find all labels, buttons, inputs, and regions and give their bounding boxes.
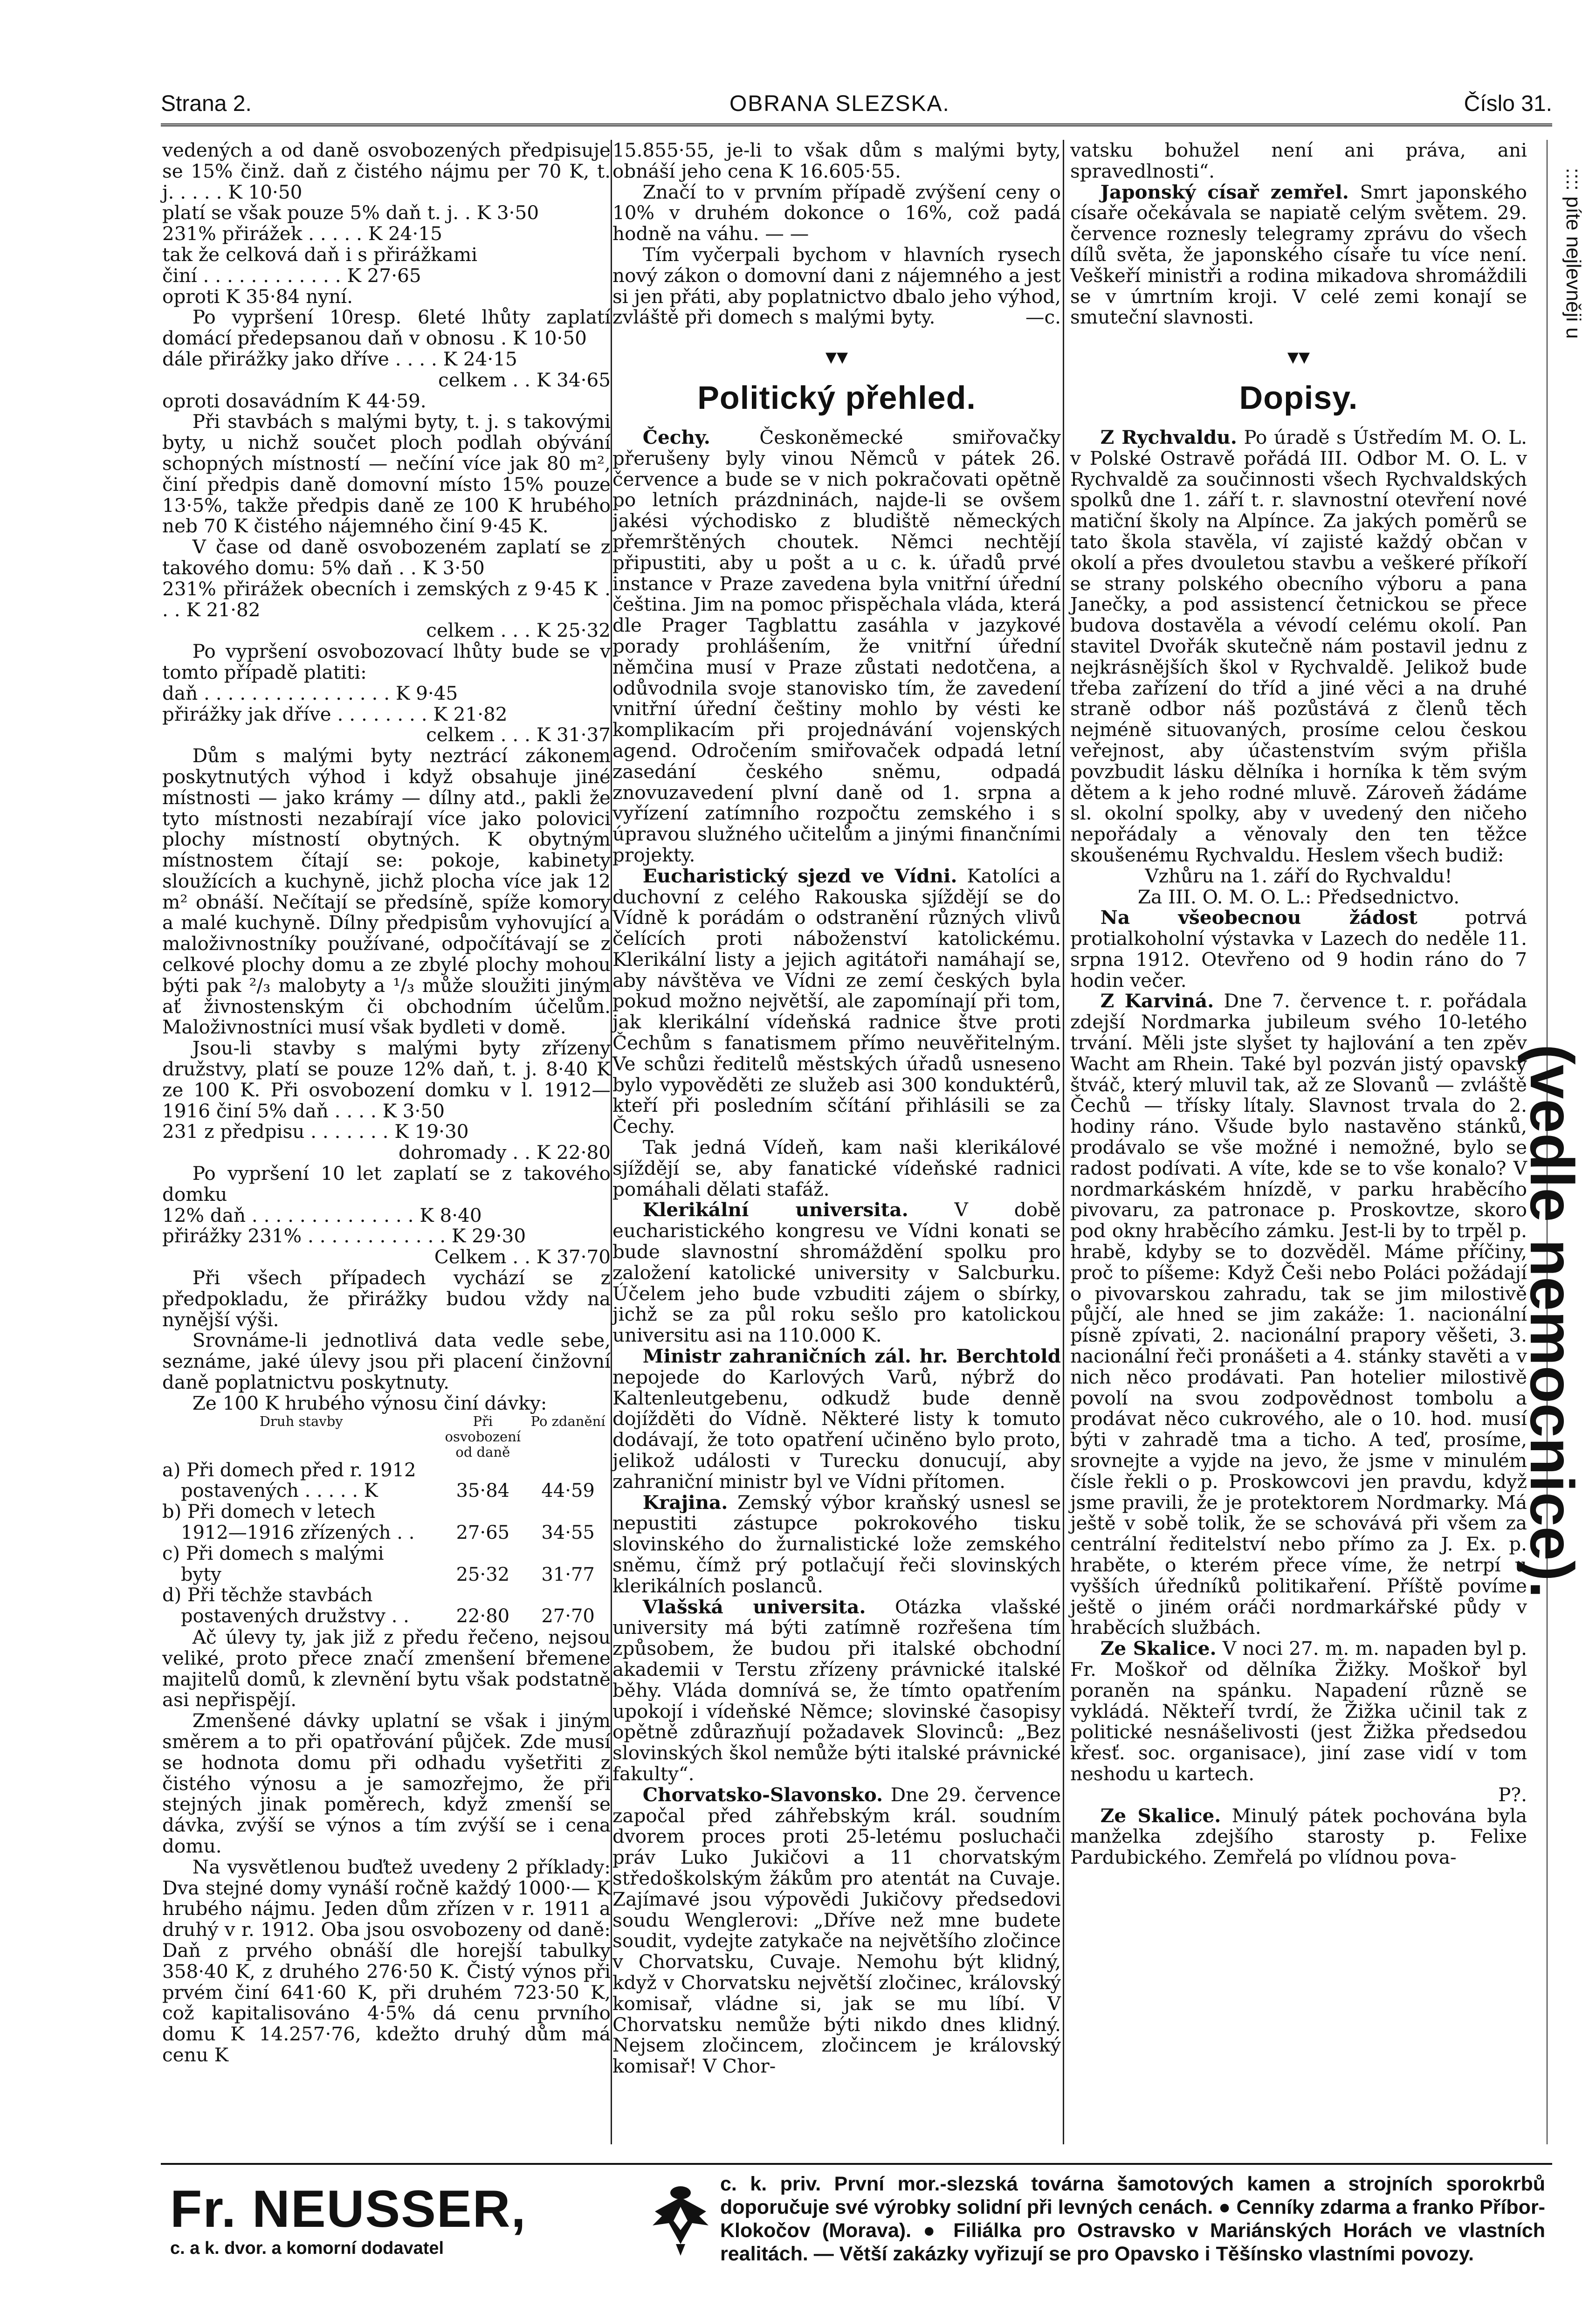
line: činí . . . . . . . . . . . . K 27·65 — [162, 264, 421, 287]
paragraph: Zmenšené dávky uplatní se však i jiným směrem a to při opatřování půjček. Zde musí se hodnota domu při odhadu vyšetřiti z čistého výnosu a je samozřejmo, že při stejných jinak poměrech, když zmenší se dávka, zvýší se výnos a tím zvýší se i cena domu. — [162, 1709, 611, 1857]
table-cell: 31·77 — [541, 1563, 595, 1585]
margin-ad-text: :::: píte nejlevněji u — [1562, 168, 1585, 339]
column-divider — [1063, 140, 1064, 2144]
margin-ad-large — [1518, 1044, 1589, 1598]
column-3 — [1070, 140, 1527, 1868]
line: 231% přirážek obecních i zemských z 9·45 K . . . K 21·82 — [162, 577, 611, 621]
table-cell: b) Při domech v letech — [162, 1501, 376, 1523]
tax-table — [162, 1414, 611, 1627]
issue-number: Číslo 31. — [1464, 91, 1552, 116]
paragraph: Jsou-li stavby s malými byty zřízeny družstvy, platí se pouze 12% daň, t. j. 8·40 K ze 100 K. Při osvobození domku v l. 1912—1916 činí 5% daň . . . . K 3·50 — [162, 1037, 611, 1122]
line: oproti dosavádním K 44·59. — [162, 389, 427, 412]
table-row — [162, 1460, 611, 1481]
paragraph: Srovnáme-li jednotlivá data vedle sebe, seznáme, jaké úlevy jsou při placení činžovní daně poplatnictvu poskytnuty. — [162, 1329, 611, 1394]
paragraph: Při stavbách s malými byty, t. j. s takovými byty, u nichž součet ploch podlah obývání schopných místností — nečíní více jak 80 m², činí předpis daně domovní místo 15% pouze 13·5%, takže předpis daně ze 100 K hrubého neb 70 K čistého nájemného činí 9·45 K. — [162, 410, 611, 537]
line: daň . . . . . . . . . . . . . . . . K 9·45 — [162, 682, 458, 704]
table-cell: d) Při těchže stavbách — [162, 1584, 373, 1606]
table-cell: 35·84 — [456, 1480, 510, 1502]
page-number: Strana 2. — [161, 91, 252, 116]
paragraph: vedených a od daně osvobozených předpisuje se 15% činž. daň z čistého nájmu per 70 K, t. j. . . . . K 10·50 — [162, 139, 611, 203]
slogan: Vzhůru na 1. září do Rychvaldu! — [1145, 864, 1452, 887]
article: Čechy. Českoněmecké smiřovačky přerušeny byly vinou Němců v pátek 26. července a bude se v nich pokračovati opětně po letních prázdninách, najde-li se ovšem jakési východisko z bludiště německých přemrštěných choutek. Němci nechtějí připustiti, aby u pošt a u c. k. úřadů prvé instance v Praze zavedena byla vnitřní úřední čeština. Jim na pomoc přispěchala vláda, která dle Prager Tagblattu zasáhla v jazykové porady prohlášením, že vnitřní úřední němčina musí v Praze zůstati nedotčena, a odůvodnila svoje stanovisko tím, že zavedení vnitřní úřední češtiny mohlo by vésti ke komplikacím při projednávání vojenských agend. Odročením smiřovaček odpadá letní zasedání českého sněmu, odpadá znovuzavedení plvní daně od 1. srpna a vyřízení zatímního rozpočtu zemského i s úpravou služného učitelům a jinými finančními projekty. — [612, 426, 1061, 866]
article: Z Rychvaldu. Po úradě s Ústředím M. O. L. v Polské Ostravě pořádá III. Odbor M. O. L. v Rychvaldě za součinnosti všech Rychvaldských spolků dne 1. září t. r. slavnostní otevření nové matiční školy na Alpínce. Za jakých poměrů se tato škola stavěla, ví zajisté každý občan v okolí a přes dvouletou stavbu a veškeré příkoří se strany polského obecního výboru a pana Janečky, a pod assistencí četnickou se přece budova dostavěla a vévodí celému okolí. Pan stavitel Dvořák skutečně nám postavil jednu z nejkrásnějších škol v Rychvaldě. Jelikož bude třeba zařízení do tříd a jiné věci a na druhé straně odbor náš pozůstává z členů těch nejméně situovaných, prosíme celou českou veřejnost, aby účastenstvím svým přišla povzbudit lásku dělníka i horníka k těm svým dětem a k jeho rodné mluvě. Zároveň žádáme sl. okolní spolky, aby v uvedený den ničeho nepořádaly a věnovaly den ten těžce skoušenému Rychvaldu. Heslem všech budiž: — [1070, 426, 1527, 866]
newspaper-title: OBRANA SLEZSKA. — [729, 91, 950, 116]
article: Ze Skalice. V noci 27. m. m. napaden byl p. Fr. Moškoř od dělníka Žižky. Moškoř byl poraněn na spánku. Napadení různě se vykládá. Někteří tvrdí, že Žižka učinil tak z politické nesnášelivosti (jest Žižka předsedou křesť. soc. organisace), jiní zase vidí v tom neshodu u kartech. — [1070, 1637, 1527, 1785]
table-row — [162, 1481, 611, 1501]
table-cell: a) Při domech před r. 1912 — [162, 1459, 416, 1481]
table-header-cell: Po zdanění — [530, 1413, 605, 1429]
article: Klerikální universita. V době eucharistického kongresu ve Vídni konati se bude slavnostní shromáždění spolku pro založení katolické university v Salcburku. Účelem jeho bude vzbuditi zájem o sbírky, jichž se za půl roku sešlo pro katolickou universitu asi na 110.000 K. — [612, 1198, 1061, 1347]
section-heading: Dopisy. — [1239, 379, 1358, 416]
column-1 — [162, 140, 611, 2066]
line: 12% daň . . . . . . . . . . . . . . K 8·40 — [162, 1204, 482, 1226]
table-row — [162, 1522, 611, 1543]
table-header-cell: Při osvobození od daně — [445, 1413, 521, 1460]
paragraph: Po vypršení osvobozovací lhůty bude se v tomto případě platiti: — [162, 640, 611, 683]
line: dále přirážky jako dříve . . . . K 24·15 — [162, 347, 517, 370]
article: Ze Skalice. Minulý pátek pochována byla manželka zdejšího starosty p. Felixe Pardubického. Zemřelá po vlídnou pova- — [1070, 1804, 1527, 1869]
table-cell: c) Při domech s malými — [162, 1543, 384, 1564]
article: Na všeobecnou žádost potrvá protialkoholní výstavka v Lazech do neděle 11. srpna 1912. Otevřeno od 9 hodin ráno do 7 hodin večer. — [1070, 906, 1527, 992]
article: Vlašská universita. Otázka vlašské university má býti zatímně rozřešena tím způsobem, že budou při italské obchodní akademii v Terstu zřízeny právnické italské běhy. Vláda domnívá se, že tímto opatřením upokojí i vídeňské Němce; slovinské časopisy opětně zdůrazňují požadavek Slovinců: „Bez slovinských škol nemůže býti italské právnické fakulty“. — [612, 1595, 1061, 1785]
table-row — [162, 1564, 611, 1585]
table-cell: byty — [181, 1563, 221, 1585]
article: Chorvatsko-Slavonsko. Dne 29. července započal před záhřebským král. soudním dvorem proces proti 25-letému posluchači práv Luko Jukičovi a 11 chorvatským středoškolským žákům pro atentát na Cuvaje. Zajímavé jsou výpovědi Jukičovy předsedovi soudu Wenglerovi: „Dříve než mne budete soudit, vydejte zatykače na největšího zločince v Chorvatsku, Cuvaje. Nemohu být klidný, když v Chorvatsku největší zločinec, královský komisař, vládne si, jak se mu líbí. V Chorvatsku nemůže býti nikdo dnes klidný. Nejsem zločincem, zločincem je královský komisař! V Chor- — [612, 1783, 1061, 2078]
paragraph: Ze 100 K hrubého výnosu činí dávky: — [192, 1391, 547, 1414]
signature: P?. — [1498, 1783, 1527, 1806]
table-cell: 34·55 — [541, 1522, 595, 1543]
line: celkem . . . K 31·37 — [426, 723, 611, 746]
ad-subtitle: c. a k. dvor. a komorní dodavatel — [170, 2238, 444, 2258]
ornament: ▾▾ — [825, 344, 848, 370]
margin-ad-small — [1562, 168, 1589, 420]
table-row — [162, 1585, 611, 1606]
paragraph: V čase od daně osvobozeném zaplatí se z takového domu: 5% daň . . K 3·50 — [162, 536, 611, 579]
line: celkem . . K 34·65 — [438, 368, 611, 391]
ad-brand: Fr. NEUSSER, — [170, 2180, 527, 2238]
line: 231 z předpisu . . . . . . . K 19·30 — [162, 1120, 469, 1143]
paragraph: Dům s malými byty neztrácí zákonem poskytnutých výhod i když obsahuje jiné místnosti — jako krámy — dílny atd., pakli že tyto místnosti nezabírají více jako polovici plochy místností obytných. K obytným místnostem čítají se: pokoje, kabinety sloužících a kuchyně, jichž plocha více jak 12 m² obnáší. Nečítají se předsíně, spíže komory a malé kuchyně. Dílny předpisům vyhovující a maloživnostníky používané, odpočítávají se z celkové plochy domu a ze zbylé plochy mohou býti pak ²/₃ malobyty a ¹/₃ může sloužiti jiným ať živnostenským či obchodním účelům. Maloživnostníci musí však bydleti v domě. — [162, 744, 611, 1039]
ornament: ▾▾ — [1287, 344, 1310, 370]
table-cell: postavených družstvy . . — [181, 1605, 409, 1627]
article: Japonský císař zemřel. Smrt japonského císaře očekávala se napiatě celým světem. 29. července roznesly telegramy zprávu do všech dílů světa, že japonského císaře tu více není. Veškeří ministři a rodina mikadova shromáždili se v úmrtním kroji. V celé zemi konají se smuteční slavnosti. — [1070, 180, 1527, 329]
line: tak že celková daň i s přirážkami — [162, 243, 478, 266]
table-cell: 25·32 — [456, 1563, 510, 1585]
line: oproti K 35·84 nyní. — [162, 285, 353, 308]
table-row — [162, 1606, 611, 1627]
paragraph: Značí to v prvním případě zvýšení ceny o 10% v druhém dokonce o 16%, což padá hodně na váhu. — — — [612, 180, 1061, 245]
table-cell: 27·70 — [541, 1605, 595, 1627]
eagle-emblem-icon — [650, 2183, 711, 2258]
paragraph: 15.855·55, je-li to však dům s malými byty, obnáší jeho cena K 16.605·55. — [612, 139, 1061, 182]
column-2 — [612, 140, 1061, 2077]
table-header-cell: Druh stavby — [259, 1413, 343, 1429]
article: Ministr zahraničních zál. hr. Berchtold nepojede do Karlových Varů, nýbrž do Kaltenleutgebenu, odkudž bude denně dojížděti do Vídně. Některé listy k tomuto dodávají, že toto opatření učiněno bylo proto, jelikož události v Turecku donucují, aby zahraniční ministr byl ve Vídni přítomen. — [612, 1345, 1061, 1493]
paragraph: Tak jedná Vídeň, kam naši klerikálové sjíždějí se, aby fanatické vídeňské radnici pomáhali dělati stafáž. — [612, 1136, 1061, 1200]
table-cell: 44·59 — [541, 1480, 595, 1502]
column-divider — [611, 140, 612, 2144]
line: celkem . . . K 25·32 — [426, 619, 611, 642]
paragraph: Na vysvětlenou buďtež uvedeny 2 příklady: Dva stejné domy vynáší ročně každý 1000·— K hrubého nájmu. Jeden dům zřízen v r. 1911 a druhý v r. 1912. Oba jsou osvobozeny od daně: Daň z prvého obnáší dle horejší tabulky 358·40 K, z druhého 276·50 K. Čistý výnos při prvém činí 641·60 K, při druhém 723·50 K, což kapitalisováno 4·5% dá cenu prvního domu K 14.257·76, kdežto druhý dům má cenu K — [162, 1855, 611, 2066]
table-cell: 22·80 — [456, 1605, 510, 1627]
line: přirážky 231% . . . . . . . . . . . . K 29·30 — [162, 1225, 526, 1247]
ad-text: c. k. priv. První mor.-slezská továrna šamotových kamen a strojních sporokrbů doporučuje své výrobky solidní při levných cenách. ● Cenníky zdarma a franko Příbor-Klokočov (Morava). ● Filiálka pro Ostravsko v Mariánských Horách ve vlastních realitách. — Větší zakázky vyřizují se pro Opavsko i Těšínsko vlastními povozy. — [720, 2173, 1545, 2265]
line: platí se však pouze 5% daň t. j. . K 3·50 — [162, 201, 539, 224]
paragraph: Při všech případech vychází se z předpokladu, že přirážky budou vždy na nynější výši. — [162, 1267, 611, 1331]
table-header — [162, 1414, 611, 1460]
paragraph: vatsku bohužel není ani práva, ani spravedlnosti“. — [1070, 139, 1527, 182]
table-cell: 27·65 — [456, 1522, 510, 1543]
line: dohromady . . K 22·80 — [399, 1141, 611, 1164]
table-row — [162, 1501, 611, 1522]
paragraph: Po vypršení 10resp. 6leté lhůty zaplatí domácí předepsanou daň v obnosu . K 10·50 — [162, 306, 611, 350]
article: Krajina. Zemský výbor kraňský usnesl se nepustiti zástupce pokrokového tisku slovinského do žurnalistické lože zemského sněmu, čímž prý potlačují řeči slovinských klerikálních poslanců. — [612, 1491, 1061, 1597]
page-header — [161, 91, 1552, 126]
table-row — [162, 1543, 611, 1564]
paragraph: Po vypršení 10 let zaplatí se z takového domku — [162, 1162, 611, 1205]
margin-ad-text: (vedle nemocnice). — [1518, 1044, 1586, 1598]
article: Eucharistický sjezd ve Vídni. Katolíci a duchovní z celého Rakouska sjíždějí se do Vídně k porádám o odstranění různých vlivů čelících proti náboženství katolickému. Klerikální listy a jejich agitátoři namáhají se, aby návštěva ve Vídni ze zemí českých byla pokud možno největší, ale zapomínají při tom, jak klerikální vídeňská radnice štve proti Čechům s fanatismem přímo neuvěřitelným. Ve schůzi ředitelů městských úřadů usneseno bylo vypověděti ze služeb asi 300 konduktérů, kteří při posledním sčítání přihlásili se za Čechy. — [612, 864, 1061, 1138]
line: přirážky jak dříve . . . . . . . . K 21·82 — [162, 702, 508, 725]
table-cell: 1912—1916 zřízených . . — [181, 1522, 415, 1543]
signature: Za III. O. M. O. L.: Předsednictvo. — [1137, 885, 1460, 908]
table-cell: postavených . . . . . K — [181, 1480, 378, 1502]
line: 231% přirážek . . . . . K 24·15 — [162, 222, 442, 245]
section-heading: Politický přehled. — [697, 379, 976, 416]
article: Z Karviná. Dne 7. července t. r. pořádala zdejší Nordmarka jubileum svého 10-letého trvání. Měli jste slyšet ty hajlování a ten zpěv Wacht am Rhein. Také byl pozván jistý opavský štváč, který mluvil tak, až ze Slovanů — zvláště Čechů — třísky lítaly. Slavnost trvala do 2. hodiny ráno. Všude bylo nastavěno stánků, prodávalo se vše možné i nemožné, bylo se radost podívati. A víte, kde se to vše konalo? V nordmarkáském hnízdě, v parku hraběcího pivovaru, za patronace p. Proskovtze, skoro pod okny hraběcího zámku. Jest-li by to trpěl p. hrabě, kdyby se to dozvěděl. Máme příčiny, proč to píšeme: Když Češi nebo Poláci požádají o pivovarskou zahradu, tak se jim milostivě půjčí, ale hned se jim zakáže: 1. nacionální písně zpívati, 2. nacionální prapory věšeti, 3. nacionální řeči pronášeti a 4. stánky stavěti a v nich něco prodávati. Pan hotelier milostivě povolí na svou zodpovědnost tombolu a prodávat něco cukrového, ale o 10. hod. musí býti v zahradě tma a ticho. A teď, prosíme, srovnejte a vyjde na jevo, že jsme v minulém čísle řekli o p. Proskowcovi jen pravdu, když jsme pravili, že je protektorem Nordmarky. Má ještě v sobě tolik, že se schovává při všem za centrální ředitelství nebo přímo za J. Ex. p. hraběte, o kterém přece víme, že netrpí u vyšších úředníků politikaření. Příště povíme ještě o jiném oráči nordmarkářské půdy v hraběcích službách. — [1070, 990, 1527, 1639]
footer-advertisement — [161, 2163, 1552, 2277]
paragraph: Ač úlevy ty, jak již z předu řečeno, nejsou veliké, proto přece značí zmenšení břemene majitelů domů, k zlevnění bytu však podstatně asi nepřispějí. — [162, 1625, 611, 1711]
line: Celkem . . K 37·70 — [434, 1246, 611, 1268]
paragraph: Tím vyčerpali bychom v hlavních rysech nový zákon o domovní dani z nájemného a jest si jen přáti, aby poplatnictvo dbalo jeho výhod, zvláště při domech s malými byty. —c. — [612, 243, 1061, 329]
